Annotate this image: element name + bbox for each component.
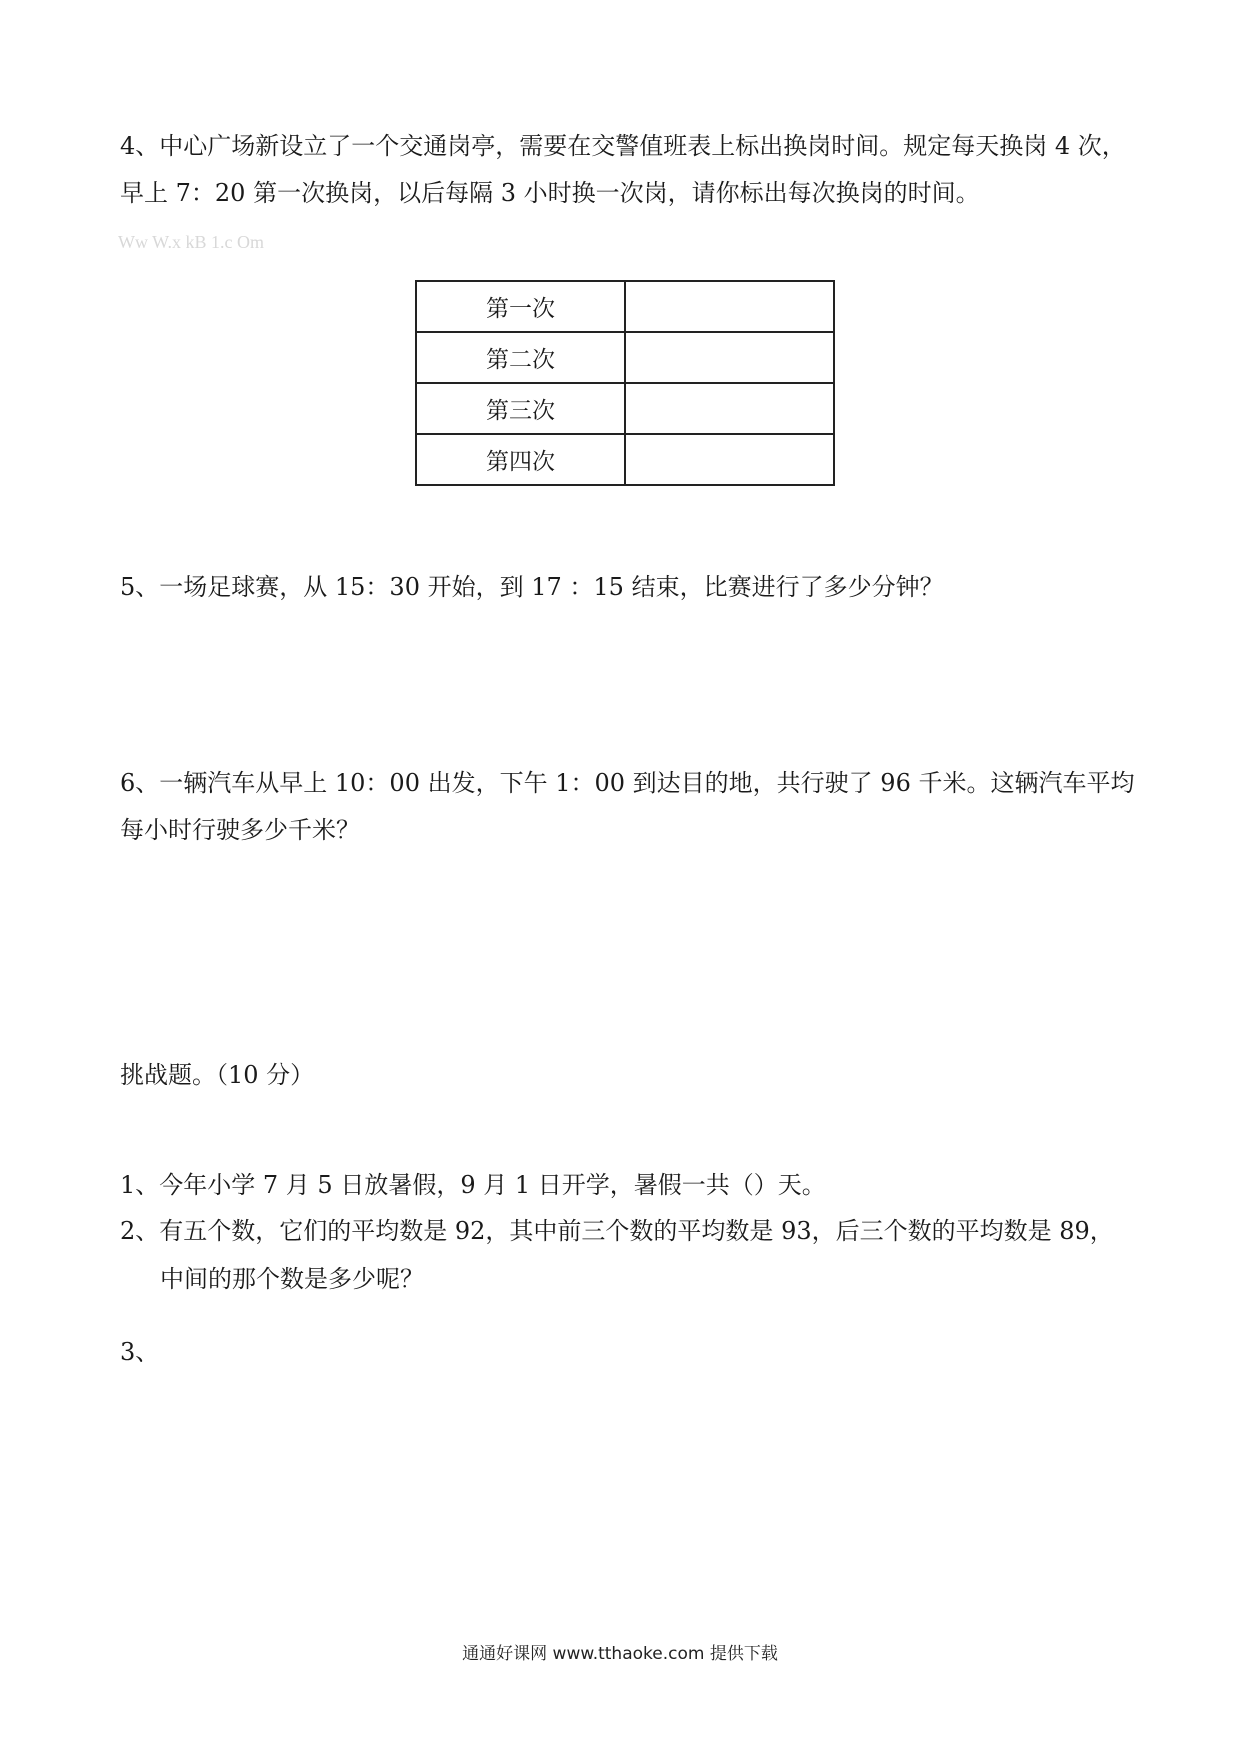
watermark-text: Ww W.x kB 1.c Om — [118, 232, 264, 252]
q6-line1: 6、一辆汽车从早上 10：00 出发，下午 1：00 到达目的地，共行驶了 96 千米。这辆汽车平均 — [120, 769, 1135, 797]
table-row — [416, 434, 834, 485]
row-answer-cell — [625, 434, 834, 485]
challenge-q2-line1: 2、有五个数，它们的平均数是 92，其中前三个数的平均数是 93，后三个数的平均数是 89， — [120, 1217, 1114, 1245]
row-answer-cell — [625, 281, 834, 332]
table-row — [416, 281, 834, 332]
row-answer-cell — [625, 332, 834, 383]
table-row — [416, 332, 834, 383]
row-label: 第一次 — [416, 281, 625, 332]
q4-line1: 4、中心广场新设立了一个交通岗亭，需要在交警值班表上标出换岗时间。规定每天换岗 4 次， — [120, 132, 1126, 160]
row-label: 第二次 — [416, 332, 625, 383]
challenge-q2-line2: 中间的那个数是多少呢？ — [160, 1265, 424, 1293]
row-answer-cell — [625, 383, 834, 434]
shift-schedule-table — [415, 280, 835, 486]
q6-line2: 每小时行驶多少千米？ — [120, 816, 360, 844]
row-label: 第四次 — [416, 434, 625, 485]
row-label: 第三次 — [416, 383, 625, 434]
table-row — [416, 383, 834, 434]
challenge-q3: 3、 — [120, 1338, 160, 1366]
challenge-q1: 1、今年小学 7 月 5 日放暑假，9 月 1 日开学，暑假一共（）天。 — [120, 1171, 826, 1199]
q5-text: 5、一场足球赛，从 15：30 开始，到 17 ：15 结束，比赛进行了多少分钟？ — [120, 573, 944, 601]
footer-source: 通通好课网 www.tthaoke.com 提供下载 — [462, 1644, 778, 1664]
q4-line2: 早上 7：20 第一次换岗，以后每隔 3 小时换一次岗，请你标出每次换岗的时间。 — [120, 179, 980, 207]
challenge-heading: 挑战题。（10 分） — [120, 1061, 315, 1089]
